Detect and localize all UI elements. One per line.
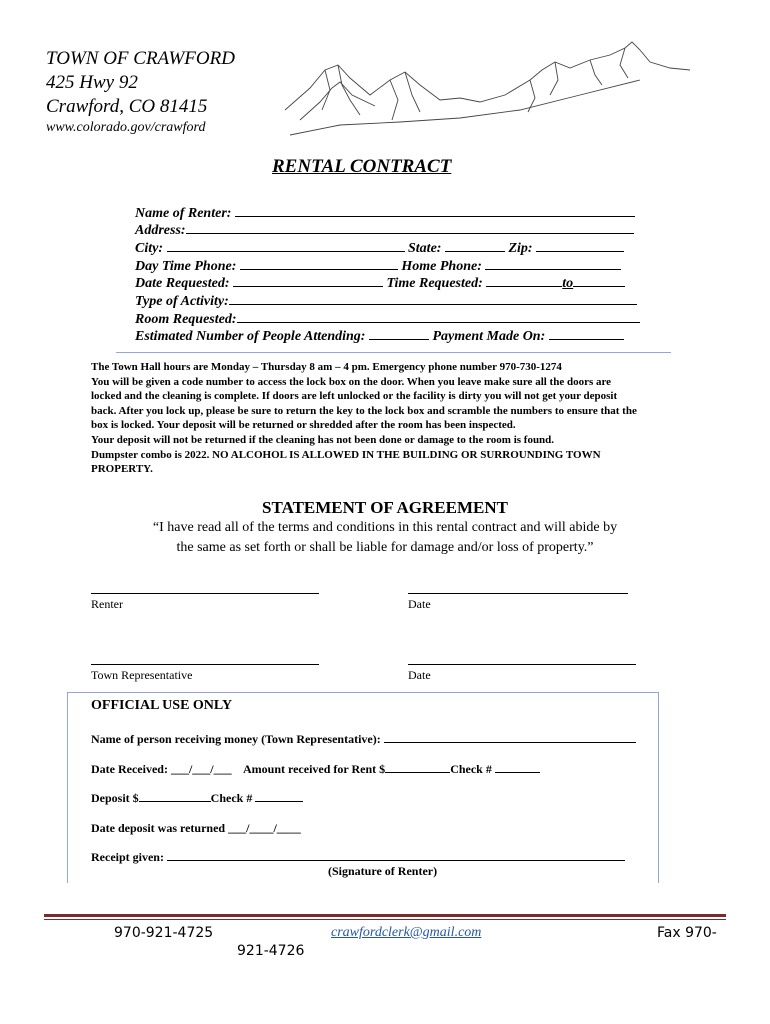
city-line[interactable] bbox=[167, 239, 405, 252]
notice-line: box is locked. Your deposit will be returned or shredded after the room has been inspected. bbox=[91, 419, 516, 432]
rent-check-line[interactable] bbox=[495, 762, 540, 773]
notice-line: back. After you lock up, please be sure to return the key to the lock box and scramble the numbers to ensure that the bbox=[91, 404, 637, 417]
activity-label: Type of Activity: bbox=[135, 294, 229, 309]
footer-fax-label: Fax 970- bbox=[657, 925, 717, 941]
notice-line: Your deposit will not be returned if the cleaning has not been done or damage to the room is found. bbox=[91, 433, 555, 446]
home-phone-line[interactable] bbox=[485, 257, 621, 270]
rules-notice bbox=[91, 360, 731, 477]
agreement-quote bbox=[60, 518, 710, 558]
renter-date-line[interactable] bbox=[408, 593, 628, 594]
renter-date-label: Date bbox=[408, 597, 431, 611]
date-requested-label: Date Requested: bbox=[135, 276, 230, 291]
attendance-payment-fields bbox=[135, 327, 624, 345]
official-use-title: OFFICIAL USE ONLY bbox=[91, 698, 233, 713]
town-rep-date-line[interactable] bbox=[408, 664, 636, 665]
statement-title: STATEMENT OF AGREEMENT bbox=[262, 498, 508, 517]
state-line[interactable] bbox=[445, 239, 505, 252]
deposit-check-label: Check # bbox=[210, 791, 253, 805]
town-rep-signature-line[interactable] bbox=[91, 664, 319, 665]
town-name: TOWN OF CRAWFORD bbox=[46, 48, 235, 69]
town-rep-signature-label: Town Representative bbox=[91, 668, 193, 682]
mountain-sketch-icon bbox=[280, 40, 700, 140]
town-rep-date-label: Date bbox=[408, 668, 431, 682]
zip-line[interactable] bbox=[536, 239, 624, 252]
renter-name-field[interactable] bbox=[135, 204, 635, 222]
deposit-returned-blanks[interactable]: ___/____/____ bbox=[228, 821, 301, 835]
receipt-label: Receipt given: bbox=[91, 850, 164, 864]
room-field[interactable] bbox=[135, 310, 640, 328]
room-line[interactable] bbox=[237, 310, 640, 323]
quote-line: the same as set forth or shall be liable for damage and/or loss of property.” bbox=[176, 540, 594, 555]
attendance-line[interactable] bbox=[369, 327, 429, 340]
date-received-label: Date Received: bbox=[91, 762, 168, 776]
footer-phone: 970-921-4725 bbox=[114, 925, 214, 941]
attendance-label: Estimated Number of People Attending: bbox=[135, 329, 366, 344]
notice-line: locked and the cleaning is complete. If doors are left unlocked or the facility is dirty you will not get your deposit bbox=[91, 390, 618, 403]
money-receiver-label: Name of person receiving money (Town Representative): bbox=[91, 732, 381, 746]
payment-label: Payment Made On: bbox=[432, 329, 546, 344]
room-label: Room Requested: bbox=[135, 312, 237, 327]
activity-line[interactable] bbox=[229, 292, 637, 305]
time-requested-label: Time Requested: bbox=[386, 276, 483, 291]
website-link[interactable]: www.colorado.gov/crawford bbox=[46, 120, 206, 135]
renter-signature-label: Renter bbox=[91, 597, 123, 611]
signature-of-renter-label: (Signature of Renter) bbox=[328, 864, 438, 878]
quote-line: “I have read all of the terms and conditions in this rental contract and will abide by bbox=[152, 520, 618, 535]
day-phone-label: Day Time Phone: bbox=[135, 259, 237, 274]
city-label: City: bbox=[135, 241, 163, 256]
address-label: Address: bbox=[135, 223, 186, 238]
deposit-returned-label: Date deposit was returned bbox=[91, 821, 226, 835]
notice-line: Dumpster combo is 2022. NO ALCOHOL IS ALLOWED IN THE BUILDING OR SURROUNDING TOWN bbox=[91, 448, 601, 461]
day-phone-line[interactable] bbox=[240, 257, 398, 270]
document-title: RENTAL CONTRACT bbox=[272, 156, 452, 177]
section-divider bbox=[116, 352, 671, 353]
amount-received-label: Amount received for Rent $ bbox=[242, 762, 386, 776]
street-address: 425 Hwy 92 bbox=[46, 72, 138, 93]
city-state-zip-fields bbox=[135, 239, 624, 257]
money-receiver-line[interactable] bbox=[384, 732, 636, 743]
date-requested-line[interactable] bbox=[233, 274, 383, 287]
phone-fields bbox=[135, 257, 621, 275]
footer-fax-number: 921-4726 bbox=[237, 943, 305, 959]
date-time-fields bbox=[135, 274, 625, 292]
deposit-check-line[interactable] bbox=[255, 791, 303, 802]
deposit-row bbox=[91, 791, 303, 806]
notice-line: You will be given a code number to access the lock box on the door. When you leave make sure all the doors are bbox=[91, 375, 612, 388]
date-received-blanks[interactable]: ___/___/___ bbox=[170, 762, 232, 776]
renter-signature-line[interactable] bbox=[91, 593, 319, 594]
footer-rule-bottom bbox=[44, 919, 726, 920]
renter-name-line[interactable] bbox=[235, 204, 635, 217]
deposit-returned-row bbox=[91, 821, 301, 836]
date-received-row bbox=[91, 762, 540, 777]
notice-line: PROPERTY. bbox=[91, 463, 153, 476]
amount-received-line[interactable] bbox=[385, 762, 450, 773]
renter-name-label: Name of Renter: bbox=[135, 206, 232, 221]
state-label: State: bbox=[408, 241, 442, 256]
money-receiver-field[interactable] bbox=[91, 732, 636, 747]
payment-line[interactable] bbox=[549, 327, 624, 340]
footer-rule-top bbox=[44, 914, 726, 917]
zip-label: Zip: bbox=[508, 241, 533, 256]
time-to-line[interactable] bbox=[573, 274, 625, 287]
time-from-line[interactable] bbox=[486, 274, 562, 287]
to-label: to bbox=[562, 276, 574, 291]
receipt-row bbox=[91, 850, 625, 865]
activity-field[interactable] bbox=[135, 292, 637, 310]
home-phone-label: Home Phone: bbox=[401, 259, 482, 274]
rent-check-label: Check # bbox=[450, 762, 492, 776]
address-field[interactable] bbox=[135, 221, 634, 239]
footer-email-link[interactable]: crawfordclerk@gmail.com bbox=[331, 925, 482, 940]
receipt-signature-line[interactable] bbox=[167, 850, 625, 861]
deposit-amount-line[interactable] bbox=[139, 791, 211, 802]
deposit-label: Deposit $ bbox=[91, 791, 139, 805]
city-state-zip: Crawford, CO 81415 bbox=[46, 96, 208, 117]
notice-line: The Town Hall hours are Monday – Thursday 8 am – 4 pm. Emergency phone number 970-730-1274 bbox=[91, 361, 562, 373]
address-line[interactable] bbox=[186, 221, 634, 234]
